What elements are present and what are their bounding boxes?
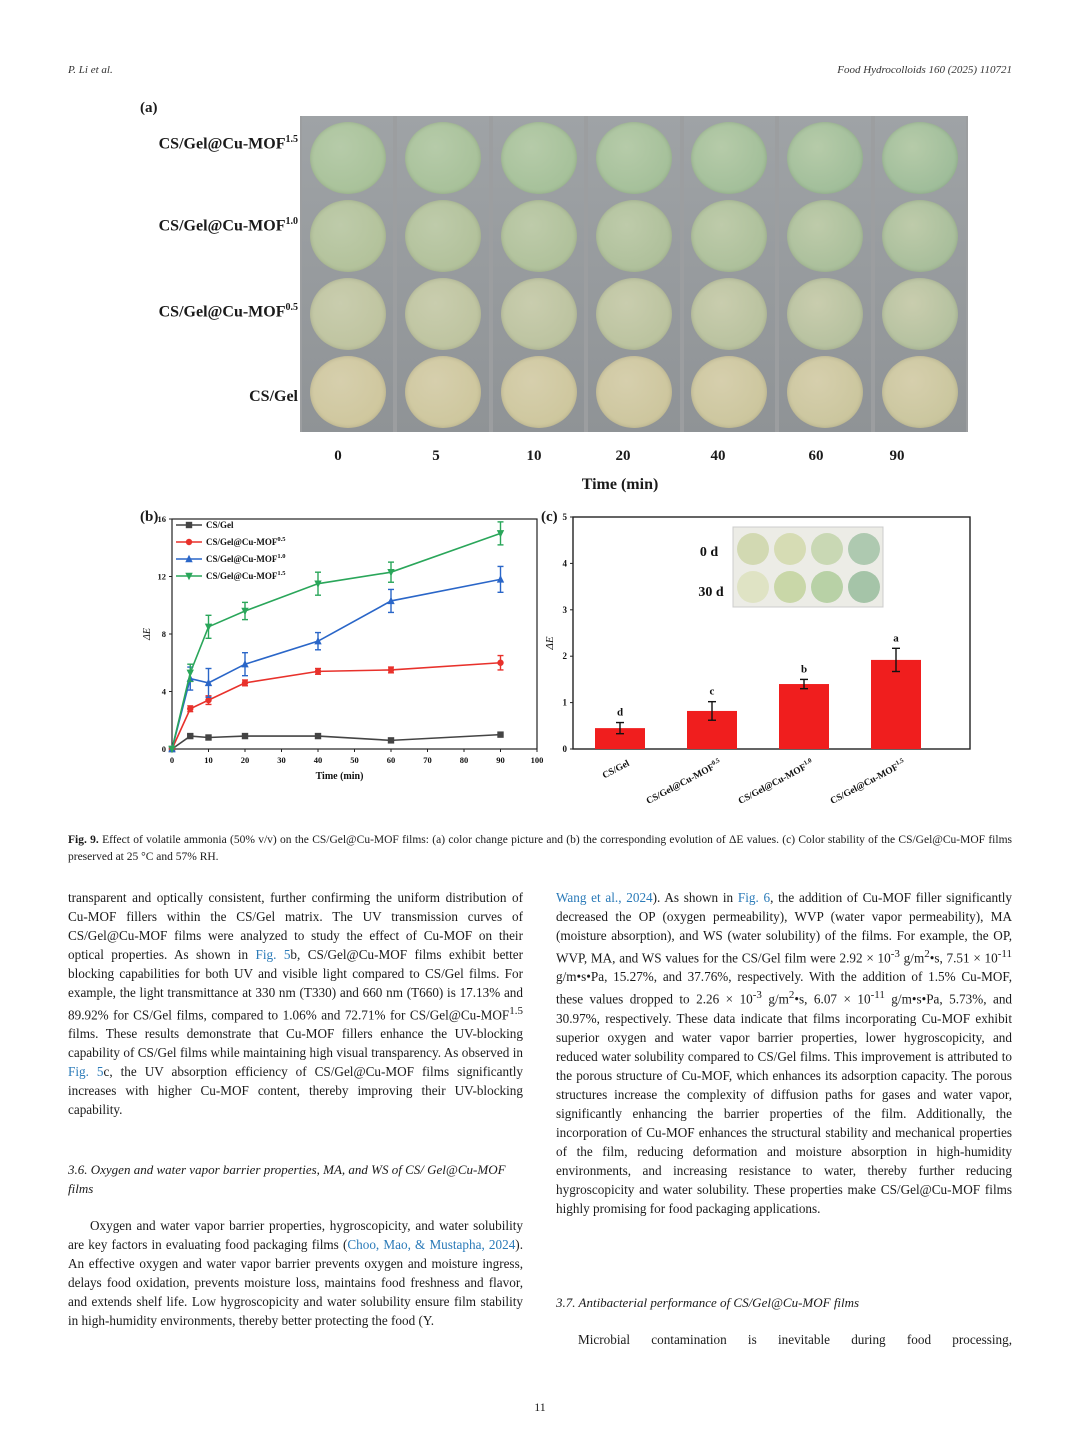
legend (176, 520, 286, 581)
series-line (172, 533, 501, 749)
left-column-2 (68, 1216, 523, 1330)
panel-a-label: (a) (140, 100, 158, 116)
inset-film-30d (737, 571, 769, 603)
right-column (556, 888, 1012, 1218)
film-sample (596, 356, 672, 428)
citation-link[interactable]: Choo, Mao, & Mustapha, 2024 (347, 1237, 516, 1252)
left-paragraph-2 (68, 1216, 523, 1330)
delta-e-line-chart (130, 505, 555, 795)
film-sample (691, 122, 767, 194)
legend-sup: 1.0 (277, 553, 286, 560)
film-sample (691, 356, 767, 428)
x-tick-label: 100 (530, 755, 544, 765)
data-point (314, 637, 321, 644)
citation-link[interactable]: Wang et al., 2024 (556, 890, 653, 905)
data-point (205, 734, 211, 740)
x-axis-label: Time (min) (315, 771, 364, 782)
citation-link[interactable]: Fig. 5 (68, 1064, 104, 1080)
bar (871, 660, 921, 749)
time-column-photo (588, 116, 679, 432)
series-2 (168, 566, 504, 752)
film-sample (501, 200, 577, 272)
text-run: g/m (899, 950, 925, 966)
text-run: g/m•s•Pa, 5.73%, and 30.97%, respectively. These data indicate that films incorporating Cu-MOF exhibit superior oxygen and water vapor barrier properties, lower hygroscopicity, and reduced water solubility compared to CS/Gel films. This improvement is attributed to the porous structure of Cu-MOF, which enhances its adsorption capacity. The porous structures increase the complexity of diffusion paths for gases and water vapor, significantly enhancing the barrier properties of the film. Additionally, the incorporation of Cu-MOF enhances the structural stability and mechanical properties of the film, reducing deformation and moisture absorption in high-humidity environments, and increasing resistance to water, thereby further reducing hygroscopicity and water solubility. These properties make CS/Gel@Cu-MOF films highly promising for food packaging applications. (556, 991, 1013, 1216)
y-tick-label: 4 (161, 686, 166, 697)
category-name: CS/Gel@Cu-MOF (645, 762, 717, 807)
film-sample (501, 122, 577, 194)
superscript: -11 (997, 948, 1013, 960)
text-run: g/m•s•Pa, 15.27%, and 37.76%, respectively. With the addition of 1.5% Cu-MOF, these values dropped to 2.26 × 10 (556, 969, 1012, 1007)
category-sup: 1.5 (894, 757, 906, 768)
film-sample (882, 356, 958, 428)
legend-name: CS/Gel@Cu-MOF (206, 554, 278, 564)
film-sample (596, 200, 672, 272)
inset-label-0d: 0 d (699, 545, 719, 560)
text-run: •s, 6.07 × 10 (794, 991, 871, 1007)
y-tick-label: 8 (161, 629, 166, 639)
text-run: ). An effective oxygen and water vapor barrier prevents oxygen and moisture ingress, delays food oxidation, prevents moisture loss, maintains food freshness and flavor, and extends shelf life. Low hygroscopicity and water solubility ensure film stability in high-humidity environments, thereby better protecting the food (Y. (68, 1237, 523, 1328)
time-column-photo (684, 116, 775, 432)
text-run: transparent and optically consistent, further confirming the uniform distribution of Cu-MOF fillers within the CS/Gel matrix. The UV transmission curves of CS/Gel@Cu-MOF films were analyzed to study the effect of Cu-MOF on their optical properties. As shown in (68, 890, 523, 962)
category-label (644, 757, 724, 807)
legend-label (206, 520, 234, 530)
superscript: 1.5 (509, 1005, 523, 1017)
data-point (187, 706, 193, 712)
x-tick-label: 60 (386, 755, 396, 765)
film-sample (787, 122, 863, 194)
significance-letter: a (893, 632, 899, 645)
data-point (497, 575, 504, 582)
data-point (388, 737, 394, 743)
row-label-base: CS/Gel (249, 388, 298, 405)
row-label (128, 302, 298, 321)
row-label-base: CS/Gel@Cu-MOF (158, 303, 286, 321)
right-column-2 (556, 1330, 1012, 1349)
film-sample (405, 356, 481, 428)
superscript: 2 (924, 948, 930, 960)
running-header-journal: Food Hydrocolloids 160 (2025) 110721 (837, 64, 1012, 76)
y-tick-label: 2 (562, 651, 567, 662)
citation-link[interactable]: Fig. 5 (255, 947, 291, 962)
inset-film-30d (848, 571, 880, 603)
film-photo-grid (300, 116, 968, 432)
legend-sup: 0.5 (277, 536, 286, 543)
data-point (315, 733, 321, 739)
category-name: CS/Gel@Cu-MOF (737, 762, 809, 807)
running-header-authors: P. Li et al. (68, 64, 113, 76)
significance-letter: d (616, 706, 624, 719)
text-run: b, CS/Gel@Cu-MOF films exhibit better blocking capabilities for both UV and visible light compared to CS/Gel films. For example, the light transmittance at 330 nm (T330) and 660 nm (T660) is 17.13% and 89.92% for CS/Gel films, compared to 1.06% and 72.71% for CS/Gel@Cu-MOF (68, 947, 523, 1023)
figure-caption (68, 832, 1012, 866)
film-sample (405, 278, 481, 350)
section-3-6-heading: 3.6. Oxygen and water vapor barrier properties, MA, and WS of CS/ Gel@Cu-MOF films (68, 1162, 506, 1196)
superscript: 2 (788, 989, 795, 1002)
time-label: 90 (889, 448, 905, 464)
legend-label (206, 570, 286, 581)
inset-label-30d: 30 d (698, 585, 724, 600)
film-sample (405, 122, 481, 194)
legend-label (206, 536, 286, 547)
inset-film-30d (774, 571, 806, 603)
row-label-base: CS/Gel@Cu-MOF (158, 217, 286, 235)
caption-text: Effect of volatile ammonia (50% v/v) on the CS/Gel@Cu-MOF films: (a) color change picture and (b) the corresponding evolution of ΔE values. (c) Color stability of the CS/Gel@Cu-MOF films preserved at 25 °C and 57% RH. (68, 834, 1012, 863)
left-column (68, 888, 523, 1119)
time-label: 40 (710, 448, 726, 464)
left-paragraph-1 (68, 888, 523, 1119)
film-sample (787, 356, 863, 428)
film-sample (882, 122, 958, 194)
x-tick-label: 20 (240, 755, 250, 765)
text-run: ). As shown in (652, 890, 738, 905)
y-axis-label: ΔE (544, 636, 556, 650)
film-sample (691, 278, 767, 350)
film-sample (596, 278, 672, 350)
significance-letter: b (800, 663, 808, 676)
legend-label (206, 553, 286, 564)
category-label (736, 757, 815, 807)
superscript: -3 (890, 948, 900, 960)
data-point (497, 660, 503, 666)
text-run: •s, 7.51 × 10 (929, 950, 998, 966)
category-label (601, 759, 632, 782)
row-label-sup: 1.5 (285, 134, 298, 145)
row-label-sup: 1.0 (285, 216, 298, 227)
film-sample (310, 122, 386, 194)
caption-label: Fig. 9. (68, 834, 99, 846)
series-line (172, 579, 501, 749)
film-sample (882, 200, 958, 272)
time-label: 10 (526, 448, 542, 464)
time-label: 5 (432, 448, 440, 464)
data-point (187, 733, 193, 739)
data-point (242, 733, 248, 739)
text-run: , the addition of Cu-MOF filler significantly decreased the OP (oxygen permeability), WVP (water vapor permeability), MA (moisture absorption), and WS (water solubility) of the films. For example, the OP, WVP, MA, and WS values for the CS/Gel film were 2.92 × 10 (556, 890, 1013, 966)
film-sample (787, 200, 863, 272)
film-sample (310, 278, 386, 350)
time-label: 60 (808, 448, 824, 464)
data-point (186, 522, 192, 528)
film-sample (310, 200, 386, 272)
data-point (205, 624, 212, 631)
text-run: Oxygen and water vapor barrier properties, hygroscopicity, and water solubility are key factors in evaluating food packaging films ( (68, 1218, 523, 1252)
data-point (388, 667, 394, 673)
time-column-photo (875, 116, 966, 432)
legend-name: CS/Gel@Cu-MOF (206, 571, 278, 581)
significance-letter: c (709, 685, 715, 698)
bar (779, 684, 829, 749)
superscript: -3 (752, 989, 762, 1002)
x-tick-label: 30 (277, 755, 286, 765)
time-label: 0 (334, 448, 342, 464)
y-axis-label: ΔE (142, 628, 153, 640)
text-run: c, the UV absorption efficiency of CS/Gel@Cu-MOF films significantly increases with higher Cu-MOF content, thereby improving their UV-blocking capability. (68, 1064, 523, 1118)
inset-film-0d (774, 533, 806, 565)
time-column-photo (302, 116, 393, 432)
film-sample (882, 278, 958, 350)
film-sample (310, 356, 386, 428)
inset-film-0d (737, 533, 769, 565)
time-column-photo (397, 116, 488, 432)
y-tick-label: 0 (161, 744, 166, 754)
film-sample (501, 356, 577, 428)
legend-name: CS/Gel (206, 520, 234, 530)
citation-link[interactable]: Fig. 6 (737, 890, 771, 905)
section-3-7-heading: 3.7. Antibacterial performance of CS/Gel@Cu-MOF films (556, 1295, 860, 1310)
data-point (497, 731, 503, 737)
category-name: CS/Gel@Cu-MOF (829, 762, 901, 807)
row-label (128, 134, 298, 153)
category-label (828, 757, 908, 807)
x-tick-label: 70 (423, 755, 432, 765)
x-tick-label: 80 (459, 755, 469, 765)
film-sample (596, 122, 672, 194)
x-tick-label: 50 (350, 755, 359, 765)
panel-b-label: (b) (140, 509, 159, 525)
legend-sup: 1.5 (277, 570, 286, 577)
film-sample (501, 278, 577, 350)
color-stability-bar-chart (535, 505, 975, 825)
inset-film-0d (811, 533, 843, 565)
y-tick-label: 4 (562, 558, 567, 569)
y-tick-label: 1 (562, 697, 567, 708)
superscript: -11 (870, 989, 885, 1002)
data-point (242, 680, 248, 686)
legend-name: CS/Gel@Cu-MOF (206, 537, 278, 547)
panel-a-time-axis-label: Time (min) (581, 476, 659, 493)
time-column-photo (779, 116, 870, 432)
y-tick-label: 3 (562, 604, 567, 615)
x-tick-label: 40 (313, 755, 323, 765)
category-sup: 0.5 (710, 757, 722, 768)
y-tick-label: 16 (157, 514, 166, 524)
time-column-photo (493, 116, 584, 432)
row-label-sup: 0.5 (285, 302, 298, 313)
y-tick-label: 0 (562, 744, 567, 754)
right-paragraph-1 (556, 888, 1012, 1218)
row-label (128, 388, 298, 406)
right-paragraph-2: Microbial contamination is inevitable during food processing, (578, 1332, 1012, 1347)
category-sup: 1.0 (802, 757, 814, 768)
x-tick-label: 0 (169, 755, 175, 765)
time-label: 20 (615, 448, 631, 464)
data-point (187, 670, 194, 677)
row-label-base: CS/Gel@Cu-MOF (158, 135, 286, 153)
y-tick-label: 5 (562, 512, 567, 522)
text-run: g/m (761, 991, 789, 1007)
data-point (315, 668, 321, 674)
film-sample (787, 278, 863, 350)
category-name: CS/Gel (601, 758, 632, 782)
data-point (186, 539, 192, 545)
page-number: 11 (534, 1400, 546, 1414)
inset-photo (733, 527, 883, 607)
inset-film-0d (848, 533, 880, 565)
panel-c-label: (c) (541, 509, 558, 525)
film-sample (691, 200, 767, 272)
x-tick-label: 90 (496, 755, 505, 765)
film-sample (405, 200, 481, 272)
x-tick-label: 10 (204, 755, 213, 765)
y-tick-label: 12 (157, 571, 166, 582)
inset-film-30d (811, 571, 843, 603)
text-run: films. These results demonstrate that Cu-MOF fillers enhance the UV-blocking capability of CS/Gel films while maintaining high visual transparency. As observed in (68, 1026, 523, 1061)
series-line (172, 735, 501, 749)
row-label (128, 216, 298, 235)
